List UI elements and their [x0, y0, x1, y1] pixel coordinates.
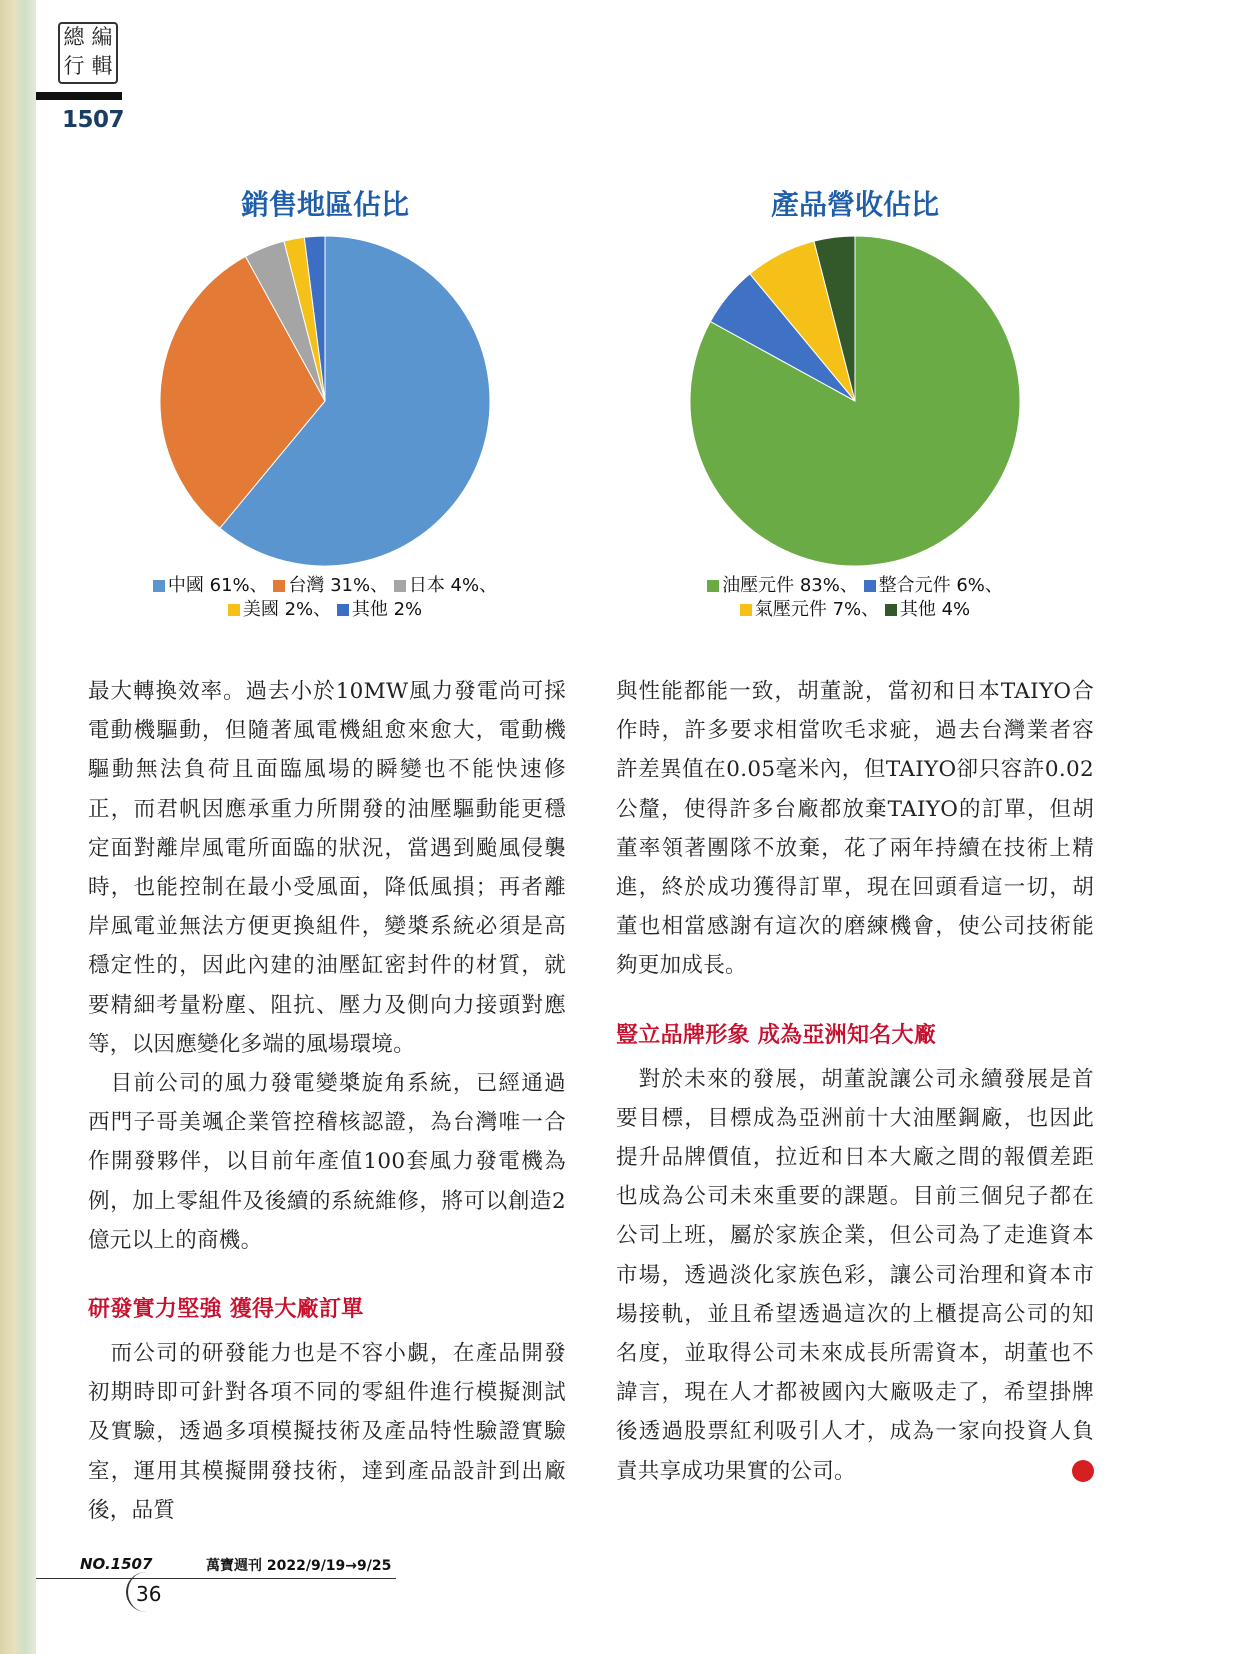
legend-label: 其他 2% [351, 599, 423, 620]
legend-swatch [337, 604, 349, 616]
editor-seal-logo [58, 22, 118, 84]
footer-issue: NO.1507 [80, 1555, 153, 1573]
legend-item [864, 575, 1003, 596]
left-article-column [88, 672, 566, 1530]
footer-rule [36, 1578, 396, 1579]
legend-swatch [740, 604, 752, 616]
legend-swatch [707, 580, 719, 592]
seal-char: 總 [63, 25, 85, 49]
legend-line [595, 598, 1115, 622]
legend-item [153, 575, 268, 596]
legend-item [337, 599, 422, 620]
legend-swatch [153, 580, 165, 592]
seal-char: 輯 [91, 54, 113, 78]
legend-item [394, 575, 497, 596]
legend-label: 中國 61%、 [167, 575, 268, 596]
legend-item [885, 599, 970, 620]
legend-label: 台灣 31%、 [288, 575, 389, 596]
legend-swatch [864, 580, 876, 592]
decorative-side-strip [0, 0, 36, 1654]
legend-label: 其他 4% [899, 599, 971, 620]
issue-number: 1507 [62, 107, 125, 133]
legend-line [595, 574, 1115, 598]
right-article-column [616, 672, 1094, 1491]
region-chart-title: 銷售地區佔比 [240, 188, 409, 221]
region-legend [65, 574, 585, 622]
product-pie-chart [690, 236, 1020, 566]
legend-label: 日本 4%、 [408, 575, 498, 596]
article-text: 對於未來的發展，胡董說讓公司永續發展是首要目標，目標成為亞洲前十大油壓鋼廠，也因此提升品牌價值，拉近和日本大廠之間的報價差距也成為公司未來重要的課題。目前三個兒子都在公司上班，屬於家族企業，但公司為了走進資本市場，透過淡化家族色彩，讓公司治理和資本市場接軌，並且希望透過這次的上櫃提高公司的知名度，並取得公司未來成長所需資本，胡董也不諱言，現在人才都被國內大廠吸走了，希望掛牌後透過股票紅利吸引人才，成為一家向投資人負責共享成功果實的公司。 [616, 1066, 1094, 1484]
article-paragraph: 而公司的研發能力也是不容小覷，在產品開發初期時即可針對各項不同的零組件進行模擬測試及實驗，透過多項模擬技術及產品特性驗證實驗室，運用其模擬開發技術，達到產品設計到出廠後，品質 [88, 1341, 566, 1523]
legend-line [65, 598, 585, 622]
legend-line [65, 574, 585, 598]
article-paragraph: 最大轉換效率。過去小於10MW風力發電尚可採電動機驅動，但隨著風電機組愈來愈大，電動機驅動無法負荷且面臨風場的瞬變也不能快速修正，而君帆因應承重力所開發的油壓驅動能更穩定面對離岸風電所面臨的狀況，當遇到颱風侵襲時，也能控制在最小受風面，降低風損；再者離岸風電並無法方便更換組件，變槳系統必須是高穩定性的，因此內建的油壓缸密封件的材質，就要精細考量粉塵、阻抗、壓力及側向力接頭對應等，以因應變化多端的風場環境。 [88, 679, 566, 1057]
seal-char: 行 [63, 54, 85, 78]
legend-swatch [228, 604, 240, 616]
legend-swatch [394, 580, 406, 592]
article-paragraph: 與性能都能一致，胡董說，當初和日本TAIYO合作時，許多要求相當吹毛求疵，過去台灣業者容許差異值在0.05毫米內，但TAIYO卻只容許0.02公釐，使得許多台廠都放棄TAIYO的訂單，但胡董率領著團隊不放棄，花了兩年持續在技術上精進，終於成功獲得訂單，現在回頭看這一切，胡董也相當感謝有這次的磨練機會，使公司技術能夠更加成長。 [616, 679, 1094, 979]
section-heading: 研發實力堅強 獲得大廠訂單 [88, 1297, 364, 1323]
legend-label: 油壓元件 83%、 [722, 575, 858, 596]
page-number: 36 [136, 1582, 162, 1606]
legend-item [707, 575, 858, 596]
article-paragraph: 目前公司的風力發電變槳旋角系統，已經通過西門子哥美颯企業管控稽核認證，為台灣唯一合作開發夥伴，以目前年產值100套風力發電機為例，加上零組件及後續的系統維修，將可以創造2億元以上的商機。 [88, 1071, 566, 1253]
legend-item [740, 599, 879, 620]
legend-swatch [273, 580, 285, 592]
legend-label: 美國 2%、 [242, 599, 332, 620]
article-paragraph [616, 1060, 1094, 1491]
legend-swatch [885, 604, 897, 616]
section-heading: 豎立品牌形象 成為亞洲知名大廠 [616, 1022, 937, 1048]
region-pie-chart [160, 236, 490, 566]
product-chart-title: 產品營收佔比 [770, 188, 939, 221]
legend-item [273, 575, 388, 596]
seal-char: 編 [91, 25, 113, 49]
header-bar [36, 92, 122, 100]
legend-label: 整合元件 6%、 [878, 575, 1003, 596]
legend-item [228, 599, 331, 620]
footer-magazine-date: 萬寶週刊 2022/9/19→9/25 [206, 1558, 392, 1574]
end-mark-icon [1072, 1460, 1094, 1482]
product-legend [595, 574, 1115, 622]
legend-label: 氣壓元件 7%、 [754, 599, 880, 620]
